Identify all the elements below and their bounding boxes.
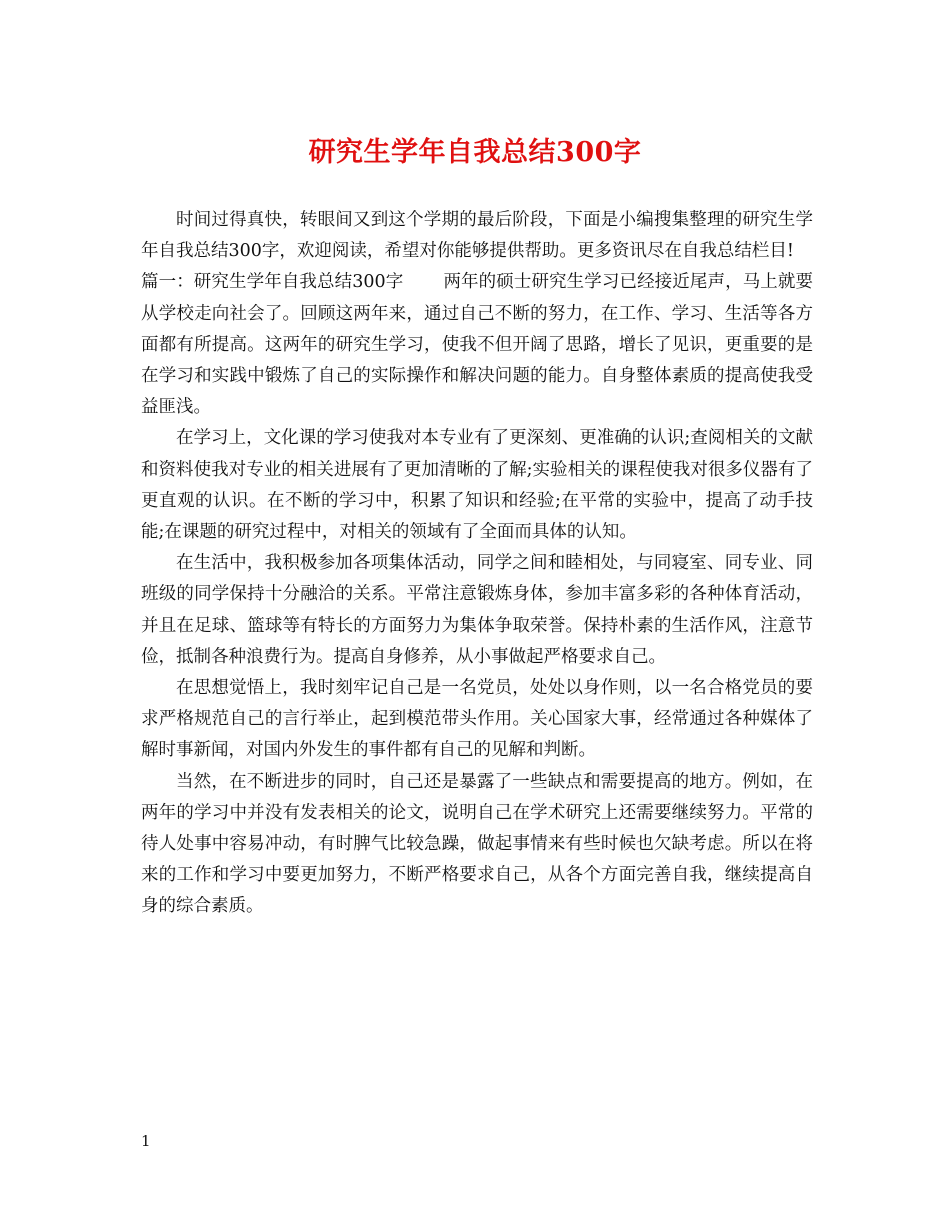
paragraph-life: 在生活中，我积极参加各项集体活动，同学之间和睦相处，与同寝室、同专业、同班级的同学保持十分融洽的关系。平常注意锻炼身体，参加丰富多彩的各种体育活动，并且在足球、篮球等有特长的方面努力为集体争取荣誉。保持朴素的生活作风，注意节俭，抵制各种浪费行为。提高自身修养，从小事做起严格要求自己。 xyxy=(141,553,813,667)
paragraph-ideology: 在思想觉悟上，我时刻牢记自己是一名党员，处处以身作则，以一名合格党员的要求严格规范自己的言行举止，起到模范带头作用。关心国家大事，经常通过各种媒体了解时事新闻，对国内外发生的事件都有自己的见解和判断。 xyxy=(141,678,813,761)
paragraph-study: 在学习上，文化课的学习使我对本专业有了更深刻、更准确的认识;查阅相关的文献和资料使我对专业的相关进展有了更加清晰的了解;实验相关的课程使我对很多仪器有了更直观的认识。在不断的学习中，积累了知识和经验;在平常的实验中，提高了动手技能;在课题的研究过程中，对相关的领域有了全面而具体的认知。 xyxy=(141,428,813,543)
chapter-text: 两年的硕士研究生学习已经接近尾声，马上就要从学校走向社会了。回顾这两年来，通过自己不断的努力，在工作、学习、生活等各方面都有所提高。这两年的研究生学习，使我不但开阔了思路，增长了见识，更重要的是在学习和实践中锻炼了自己的实际操作和解决问题的能力。自身整体素质的提高使我受益匪浅。 xyxy=(141,272,813,418)
chapter-paragraph xyxy=(141,267,813,423)
intro-paragraph: 时间过得真快，转眼间又到这个学期的最后阶段，下面是小编搜集整理的研究生学年自我总结300字，欢迎阅读，希望对你能够提供帮助。更多资讯尽在自我总结栏目! xyxy=(141,210,813,262)
document-body xyxy=(141,205,813,923)
paragraph-shortcomings: 当然，在不断进步的同时，自己还是暴露了一些缺点和需要提高的地方。例如，在两年的学习中并没有发表相关的论文，说明自己在学术研究上还需要继续努力。平常的待人处事中容易冲动，有时脾气比较急躁，做起事情来有些时候也欠缺考虑。所以在将来的工作和学习中要更加努力，不断严格要求自己，从各个方面完善自我，继续提高自身的综合素质。 xyxy=(141,771,813,917)
document-title: 研究生学年自我总结300字 xyxy=(308,137,642,168)
chapter-label: 篇一：研究生学年自我总结300字 xyxy=(141,272,404,293)
page-number: 1 xyxy=(141,1132,151,1150)
